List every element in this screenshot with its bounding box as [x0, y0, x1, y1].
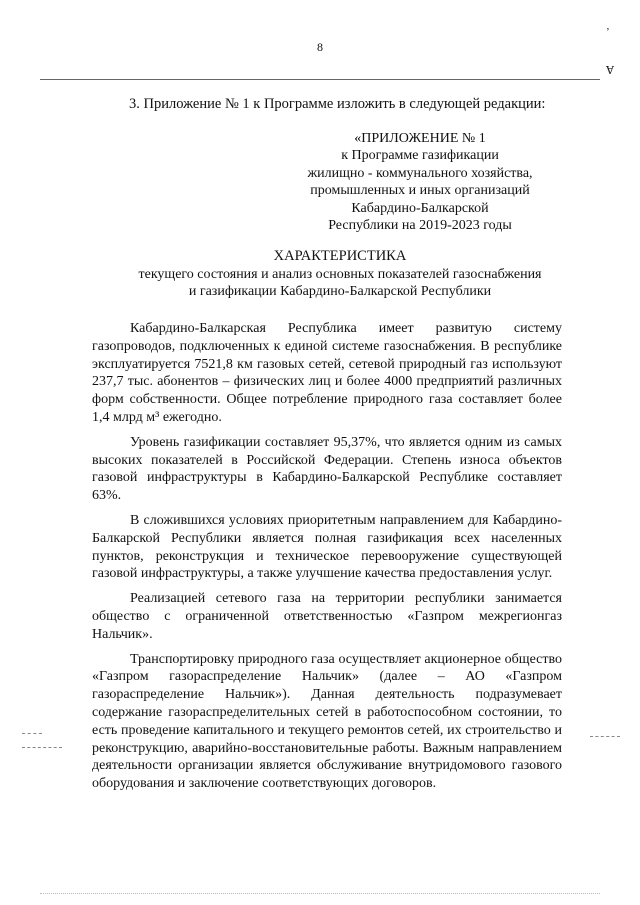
document-heading [60, 248, 620, 300]
paragraph: Кабардино-Балкарская Республика имеет развитую систему газопроводов, подключенных к единой системе газоснабжения. В республике эксплуатируется 7521,8 км газовых сетей, сетевой природный газ используют 237,7 тыс. абонентов – физических лиц и более 4000 предприятий различных форм собственности. Общее потребление природного газа составляет более 1,4 млрд м³ ежегодно. [92, 321, 562, 425]
scan-mark-top: ’ [606, 26, 610, 38]
paragraph: Реализацией сетевого газа на территории республики занимается общество с ограниченной ответственностью «Газпром межрегионгаз Нальчик». [92, 591, 562, 642]
paragraph: В сложившихся условиях приоритетным направлением для Кабардино-Балкарской Республики является полная газификация всех населенных пунктов, реконструкция и техническое перевооружение существующей газовой инфраструктуры, а также улучшение качества предоставления услуг. [92, 512, 562, 582]
paragraph: Уровень газификации составляет 95,37%, что является одним из самых высоких показателей в Российской Федерации. Степень износа объектов газовой инфраструктуры в Кабардино-Балкарской Республике составляет 63%. [92, 434, 562, 504]
scan-edge-line [40, 893, 600, 894]
appendix-header [270, 130, 570, 234]
amendment-line: 3. Приложение № 1 к Программе изложить в следующей редакции: [129, 96, 546, 112]
margin-dash [22, 733, 42, 734]
appendix-line: промышленных и иных организаций [310, 183, 530, 199]
page-number: 8 [317, 40, 323, 54]
margin-dash [22, 747, 62, 748]
appendix-line: жилищно - коммунального хозяйства, [307, 165, 533, 181]
scan-mark-right: Ɐ [606, 65, 614, 77]
header-rule [40, 79, 600, 80]
margin-dash [590, 736, 620, 737]
appendix-line: к Программе газификации [341, 148, 499, 164]
body-text [92, 320, 562, 800]
document-title: ХАРАКТЕРИСТИКА [273, 248, 407, 264]
document-subtitle-line: и газификации Кабардино-Балкарской Республики [188, 284, 492, 299]
paragraph: Транспортировку природного газа осуществляет акционерное общество «Газпром газораспределение Нальчик» (далее – АО «Газпром газораспределение Нальчик»). Данная деятельность подразумевает содержание газораспределительных сетей в работоспособном состоянии, то есть проведение капитального и текущего ремонтов сетей, их строительство и реконструкцию, аварийно-восстановительные работы. Важным направлением деятельности организации является обслуживание внутридомового газового оборудования и заключение соответствующих договоров. [92, 651, 562, 792]
appendix-line: Кабардино-Балкарской [351, 200, 489, 216]
appendix-line: Республики на 2019-2023 годы [328, 218, 512, 234]
document-subtitle-line: текущего состояния и анализ основных показателей газоснабжения [138, 267, 542, 282]
appendix-line: «ПРИЛОЖЕНИЕ № 1 [354, 131, 486, 146]
